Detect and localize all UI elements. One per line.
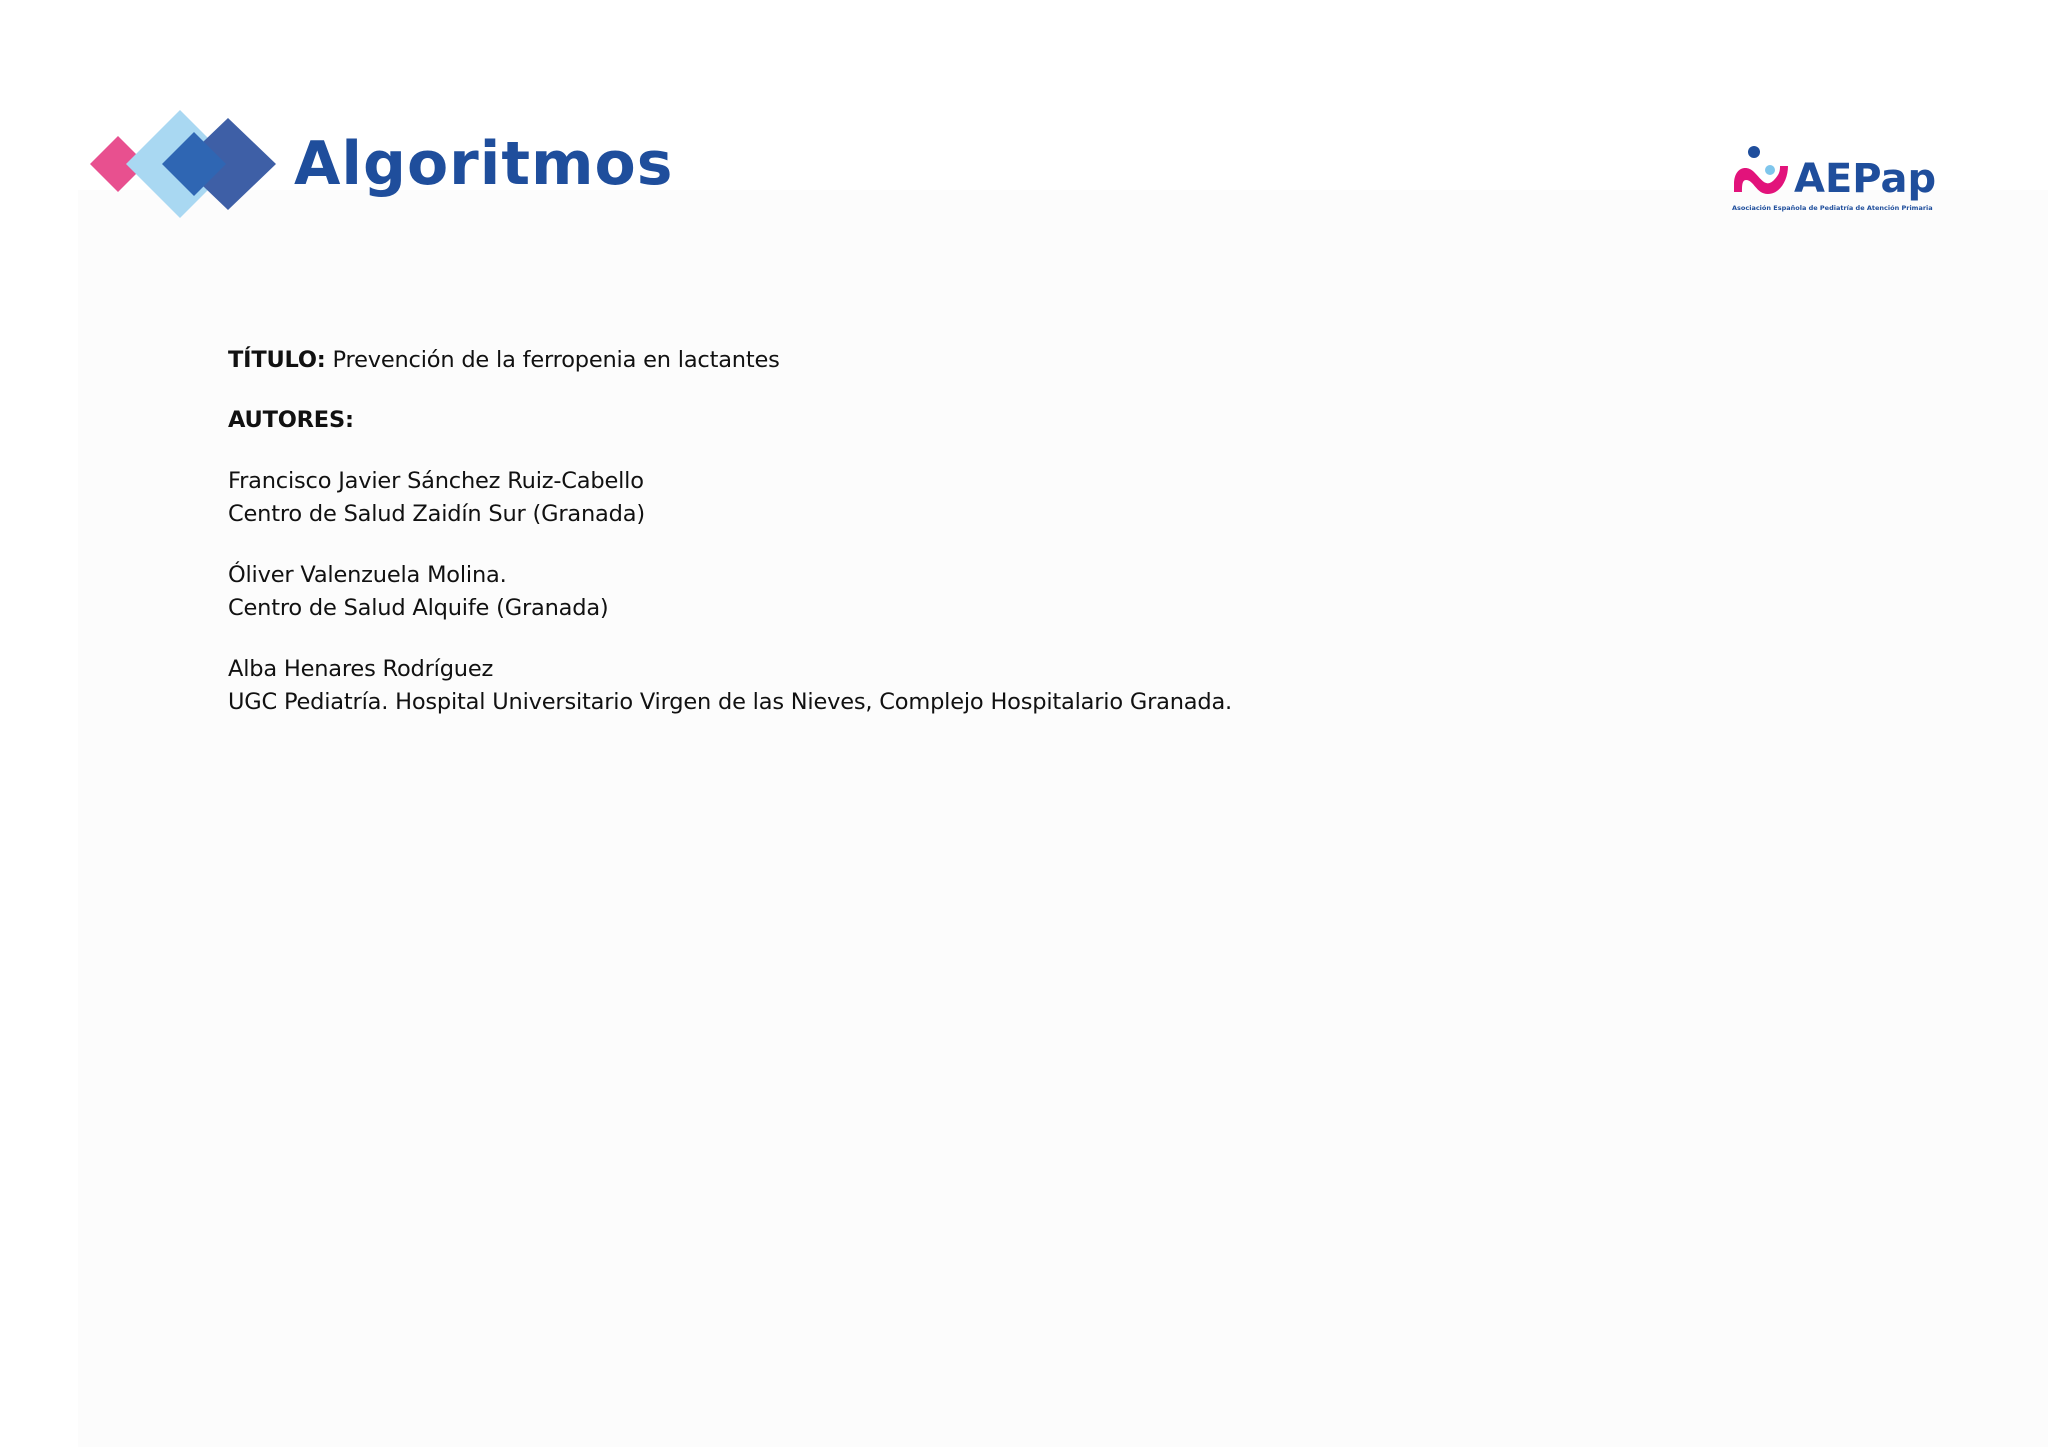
- author-entry: [228, 653, 1232, 719]
- title-label: TÍTULO:: [228, 347, 326, 373]
- author-entry: [228, 465, 1232, 531]
- aepap-magenta-figure: [1734, 166, 1788, 194]
- aepap-wordmark: AEPap: [1794, 156, 1937, 202]
- title-line: [228, 344, 1232, 377]
- author-entry: [228, 559, 1232, 625]
- author-name: Alba Henares Rodríguez: [228, 656, 494, 682]
- algoritmos-logo: [90, 108, 690, 224]
- author-affiliation: Centro de Salud Zaidín Sur (Granada): [228, 501, 645, 527]
- logo-wordmark: Algoritmos: [294, 129, 674, 199]
- author-name: Francisco Javier Sánchez Ruiz-Cabello: [228, 468, 644, 494]
- aepap-light-blue-dot: [1765, 165, 1775, 175]
- aepap-tagline: Asociación Española de Pediatría de Atención Primaria: [1732, 204, 1933, 212]
- author-name: Óliver Valenzuela Molina.: [228, 562, 507, 588]
- author-affiliation: UGC Pediatría. Hospital Universitario Virgen de las Nieves, Complejo Hospitalario Granada.: [228, 689, 1232, 715]
- title-value: Prevención de la ferropenia en lactantes: [325, 347, 780, 373]
- authors-label: AUTORES:: [228, 407, 354, 433]
- document-body: [228, 344, 1232, 719]
- aepap-head-dot: [1748, 146, 1760, 158]
- aepap-logo: [1728, 140, 1958, 220]
- author-affiliation: Centro de Salud Alquife (Granada): [228, 595, 609, 621]
- authors-heading: [228, 404, 1232, 437]
